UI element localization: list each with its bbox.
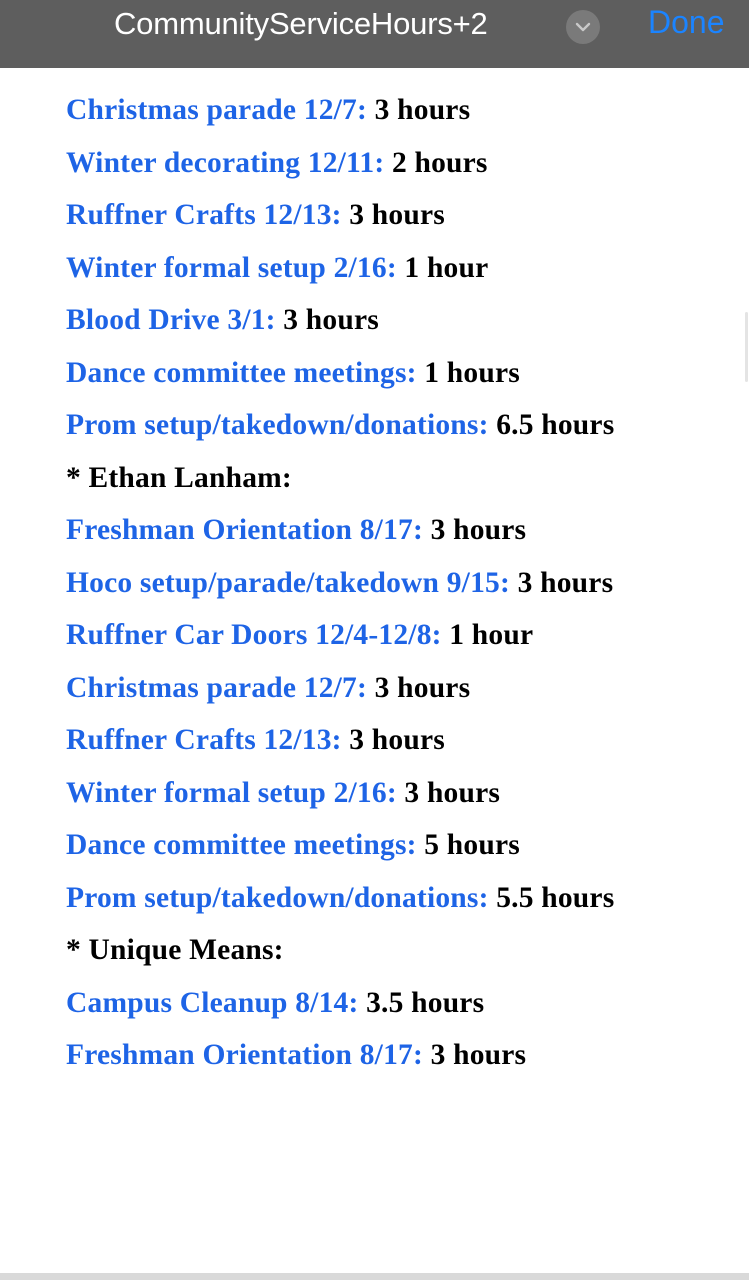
service-entry: [66, 714, 736, 767]
entry-hours: 3 hours: [374, 671, 471, 704]
service-entry: [66, 242, 736, 295]
section-heading-text: * Ethan Lanham:: [66, 461, 292, 494]
entry-label: Dance committee meetings:: [66, 829, 417, 861]
entry-label: Freshman Orientation 8/17:: [66, 514, 423, 546]
entry-label: Prom setup/takedown/donations:: [66, 881, 489, 914]
entry-hours: 3 hours: [283, 304, 379, 336]
service-entry: [66, 662, 736, 715]
service-entry: [66, 137, 736, 190]
section-heading: [66, 452, 736, 505]
entry-hours: 3 hours: [349, 724, 445, 756]
entry-label: Ruffner Crafts 12/13:: [66, 199, 342, 231]
entry-label: Dance committee meetings:: [66, 356, 417, 389]
document-toolbar: [0, 0, 749, 68]
service-entry: [66, 819, 736, 872]
entry-hours: 5 hours: [424, 829, 520, 861]
service-entry: [66, 84, 736, 137]
entry-label: Campus Cleanup 8/14:: [66, 986, 359, 1019]
entry-hours: 3 hours: [374, 94, 471, 126]
entry-label: Prom setup/takedown/donations:: [66, 409, 489, 441]
service-entry: [66, 872, 736, 925]
section-heading-text: * Unique Means:: [66, 934, 284, 966]
entry-label: Freshman Orientation 8/17:: [66, 1039, 423, 1071]
entry-label: Blood Drive 3/1:: [66, 304, 276, 336]
chevron-down-icon: [575, 22, 591, 32]
title-menu-button[interactable]: [566, 10, 600, 44]
service-entry: [66, 977, 736, 1030]
entry-hours: 3 hours: [430, 514, 527, 546]
entry-hours: 5.5 hours: [496, 881, 615, 914]
done-button[interactable]: Done: [648, 4, 725, 40]
entry-label: Christmas parade 12/7:: [66, 94, 368, 126]
entry-hours: 1 hour: [449, 619, 534, 651]
entry-hours: 3 hours: [349, 199, 445, 231]
entry-hours: 1 hour: [404, 251, 489, 284]
entry-hours: 3 hours: [517, 566, 614, 599]
service-entry: [66, 189, 736, 242]
entry-hours: 3.5 hours: [366, 986, 485, 1019]
entry-hours: 6.5 hours: [496, 409, 615, 441]
entry-hours: 3 hours: [404, 776, 501, 809]
bottom-divider: [0, 1273, 749, 1280]
service-entry: [66, 557, 736, 610]
service-entry: [66, 399, 736, 452]
entry-label: Hoco setup/parade/takedown 9/15:: [66, 566, 511, 599]
entry-label: Winter decorating 12/11:: [66, 146, 385, 179]
service-entry: [66, 609, 736, 662]
entry-label: Winter formal setup 2/16:: [66, 776, 397, 809]
entry-hours: 2 hours: [391, 146, 488, 179]
service-entry: [66, 294, 736, 347]
document-title[interactable]: CommunityServiceHours+2: [114, 6, 488, 41]
service-entry: [66, 767, 736, 820]
entry-label: Ruffner Crafts 12/13:: [66, 724, 342, 756]
section-heading: [66, 924, 736, 977]
entry-label: Ruffner Car Doors 12/4-12/8:: [66, 619, 442, 651]
service-entry: [66, 504, 736, 557]
entry-label: Christmas parade 12/7:: [66, 671, 368, 704]
scroll-indicator[interactable]: [745, 312, 748, 382]
entry-hours: 3 hours: [430, 1039, 527, 1071]
service-entry: [66, 347, 736, 400]
entry-hours: 1 hours: [424, 356, 520, 389]
service-entry: [66, 1029, 736, 1082]
entry-label: Winter formal setup 2/16:: [66, 251, 397, 284]
document-body: [66, 84, 736, 1082]
